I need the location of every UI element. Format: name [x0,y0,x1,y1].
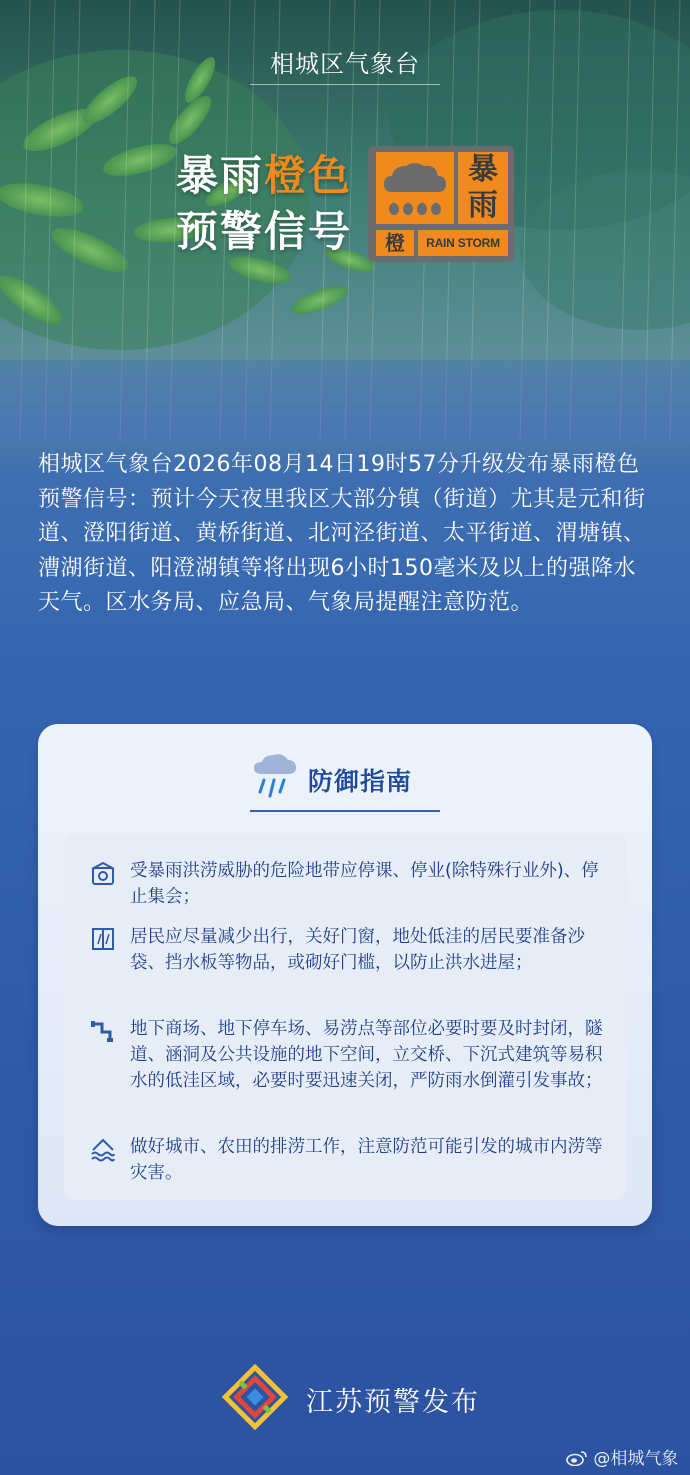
station-name: 相城区气象台 [270,50,420,78]
weibo-icon [566,1450,588,1466]
rain-cloud-icon [376,152,454,224]
school-building-icon [90,860,116,886]
guide-item-text: 居民应尽量减少出行，关好门窗，地处低洼的居民要准备沙袋、挡水板等物品，或砌好门槛，以防止洪水进屋； [130,927,585,973]
pipe-icon [90,1018,116,1044]
guide-item-text: 做好城市、农田的排涝工作，注意防范可能引发的城市内涝等灾害。 [130,1137,603,1183]
hero-banner [0,0,690,440]
guide-title: 防御指南 [308,767,413,796]
jiangsu-warning-logo-icon [222,1364,288,1430]
signal-title-highlight: 橙色 [264,151,353,200]
guide-title-underline [250,810,440,812]
badge-level-char: 橙 [376,230,414,256]
station-underline [250,84,440,85]
footer-brand: 江苏预警发布 [306,1387,480,1418]
weibo-watermark [566,1444,678,1469]
guide-list [64,834,626,1200]
badge-char-bottom: 雨 [458,188,508,224]
signal-title [176,148,352,260]
window-icon [90,926,116,952]
rain-cloud-icon [250,752,300,802]
guide-item-text: 地下商场、地下停车场、易涝点等部位必要时要及时封闭，隧道、涵洞及公共设施的地下空间，立交桥、下沉式建筑等易积水的低洼区域，必要时要迅速关闭，严防雨水倒灌引发事故； [130,1019,603,1091]
flood-icon [90,1136,116,1162]
warning-notice-text: 相城区气象台2026年08月14日19时57分升级发布暴雨橙色预警信号：预计今天夜里我区大部分镇（街道）尤其是元和街道、澄阳街道、黄桥街道、北河泾街道、太平街道、渭塘镇、漕湖街道、阳澄湖镇等将出现6小时150毫米及以上的强降水天气。区水务局、应急局、气象局提醒注意防范。 [38,452,646,615]
rainstorm-signal-badge [368,146,514,262]
signal-title-part1: 暴雨 [176,151,265,200]
badge-char-top: 暴 [458,152,508,188]
badge-english-label: RAIN STORM [418,230,508,256]
watermark-text: @相城气象 [593,1449,679,1469]
signal-title-line2: 预警信号 [176,207,353,256]
defense-guide-card [38,724,652,1226]
guide-header [38,752,652,812]
guide-item-text: 受暴雨洪涝威胁的危险地带应停课、停业(除特殊行业外)、停止集会； [130,861,599,907]
